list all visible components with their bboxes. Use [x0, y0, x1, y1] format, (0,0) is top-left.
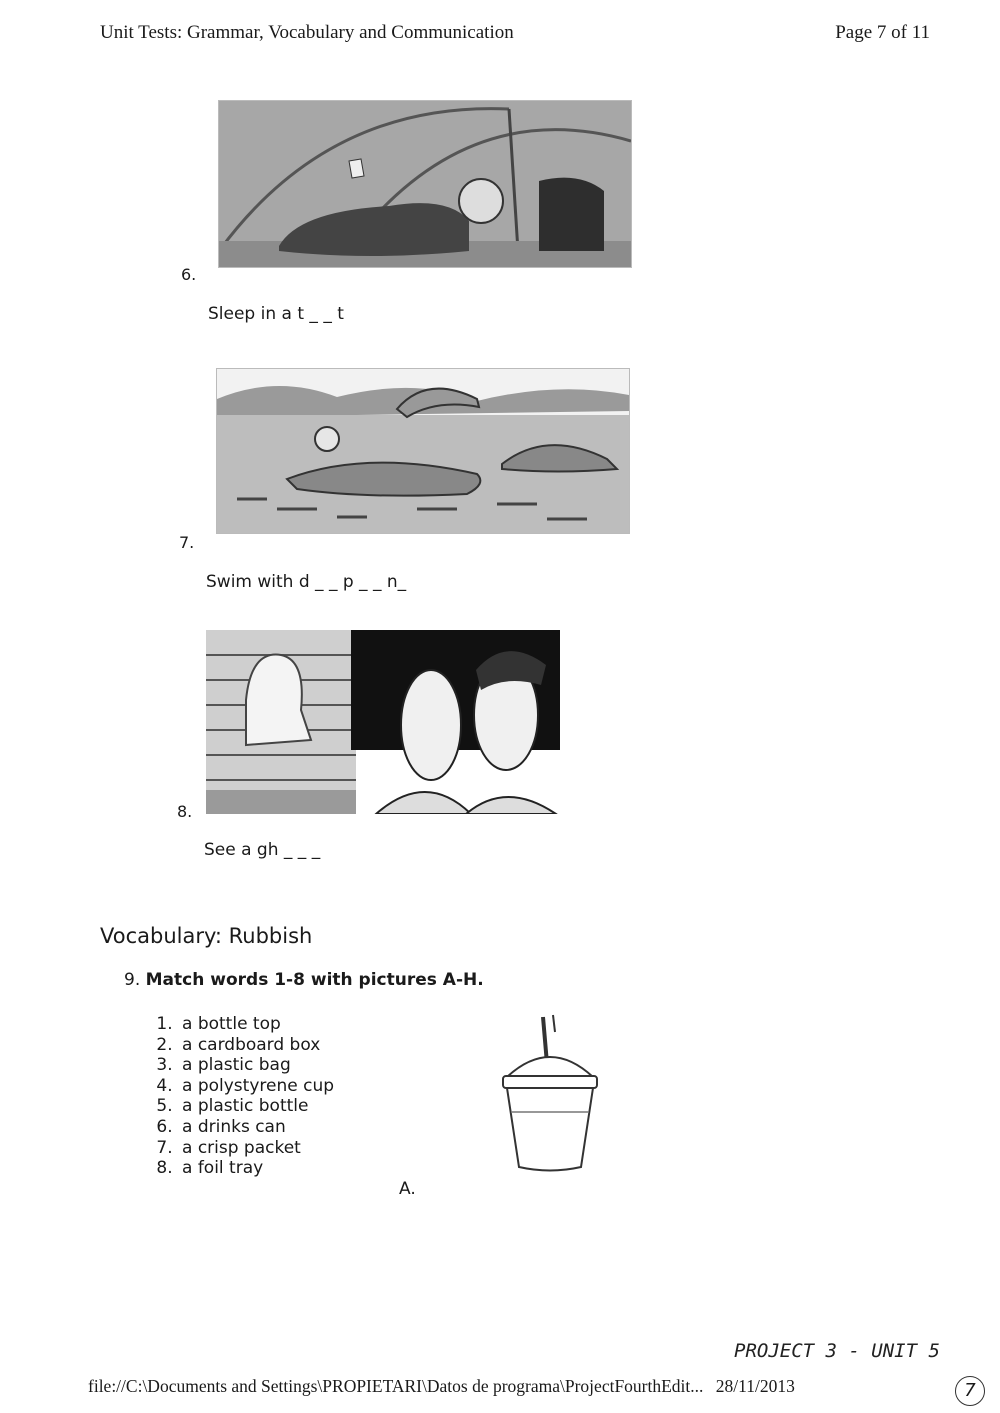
instruction-text: Match words 1-8 with pictures A-H. — [145, 970, 484, 990]
plastic-cup-with-straw-illustration — [495, 1012, 605, 1177]
list-item: 4. a polystyrene cup — [178, 1076, 334, 1097]
item-caption: Sleep in a t _ _ t — [208, 304, 344, 324]
question-number: 9. — [124, 970, 141, 990]
page-header-title: Unit Tests: Grammar, Vocabulary and Communication — [100, 22, 514, 43]
item-caption: Swim with d _ _ p _ _ n_ — [206, 572, 407, 592]
word-list — [150, 1014, 334, 1179]
item-number: 6. — [181, 265, 197, 284]
footer — [88, 1376, 795, 1397]
list-item: 8. a foil tray — [178, 1158, 334, 1179]
item-caption: See a gh _ _ _ — [204, 840, 321, 860]
section-title: Vocabulary: Rubbish — [100, 924, 313, 948]
footer-path: file://C:\Documents and Settings\PROPIETARI\Datos de programa\ProjectFourthEdit... — [88, 1376, 704, 1396]
picture-label: A. — [399, 1179, 416, 1199]
list-item: 6. a drinks can — [178, 1117, 334, 1138]
list-item: 7. a crisp packet — [178, 1138, 334, 1159]
list-item: 2. a cardboard box — [178, 1035, 334, 1056]
ghost-boys-illustration — [206, 630, 560, 814]
handwritten-note: PROJECT 3 - UNIT 5 — [734, 1340, 940, 1362]
item-number: 7. — [179, 533, 195, 552]
list-item: 5. a plastic bottle — [178, 1096, 334, 1117]
circled-page-number: 7 — [955, 1376, 985, 1406]
item-number: 8. — [177, 802, 193, 821]
tent-sleeping-bag-illustration — [218, 100, 632, 268]
question-instruction — [124, 970, 484, 990]
footer-date: 28/11/2013 — [715, 1376, 795, 1396]
page-number: Page 7 of 11 — [835, 22, 930, 43]
list-item: 3. a plastic bag — [178, 1055, 334, 1076]
list-item: 1. a bottle top — [178, 1014, 334, 1035]
swimming-dolphins-illustration — [216, 368, 630, 534]
